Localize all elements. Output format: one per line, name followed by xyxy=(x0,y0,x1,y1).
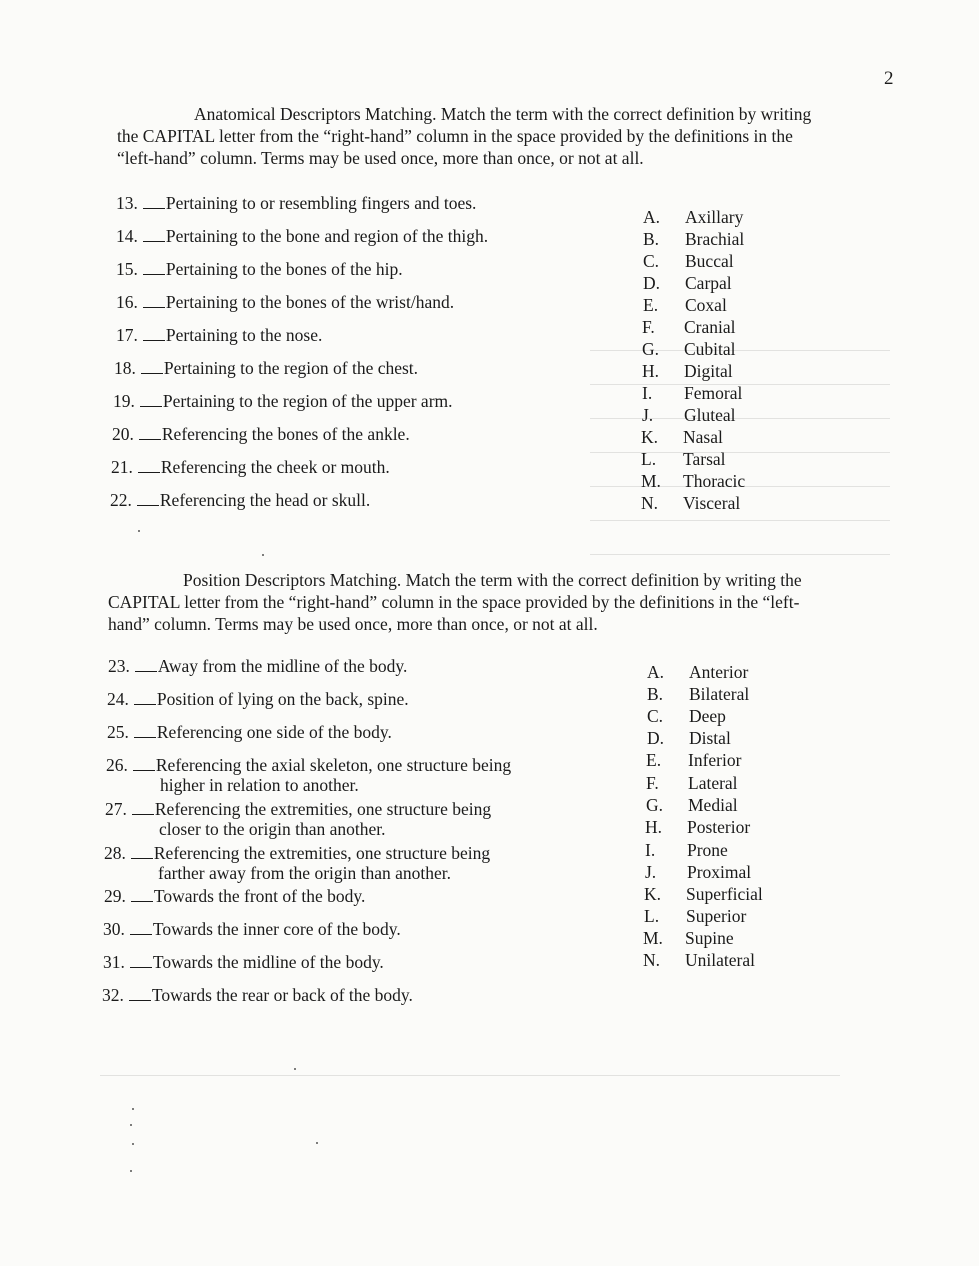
option-K xyxy=(644,884,763,904)
option-H xyxy=(642,361,733,381)
option-term: Lateral xyxy=(688,773,738,793)
answer-blank[interactable] xyxy=(130,933,152,935)
option-letter: H. xyxy=(642,361,660,381)
question-number: 27. xyxy=(105,799,127,819)
option-K xyxy=(641,427,723,447)
option-term: Buccal xyxy=(685,251,734,271)
question-text: Position of lying on the back, spine. xyxy=(156,689,409,709)
question-number: 17. xyxy=(116,325,138,345)
question-text: Referencing the axial skeleton, one structure being xyxy=(155,755,512,775)
question-text: Referencing the extremities, one structure being xyxy=(154,799,492,819)
option-letter: M. xyxy=(641,471,661,491)
option-term: Deep xyxy=(689,706,726,726)
answer-blank[interactable] xyxy=(130,966,152,968)
option-term: Supine xyxy=(685,928,734,948)
option-letter: I. xyxy=(645,840,656,860)
section2-instructions-line2: CAPITAL letter from the “right-hand” column in the space provided by the definitions in the “left- xyxy=(108,592,800,612)
answer-blank[interactable] xyxy=(131,857,153,859)
option-letter: J. xyxy=(645,862,657,882)
question-21 xyxy=(111,457,390,477)
question-text: Pertaining to the bones of the wrist/hand. xyxy=(165,292,455,312)
option-L xyxy=(644,906,746,926)
option-I xyxy=(642,383,742,403)
question-number: 31. xyxy=(103,952,125,972)
question-16 xyxy=(116,292,454,312)
option-C xyxy=(647,706,726,726)
option-term: Visceral xyxy=(683,493,741,513)
option-letter: J. xyxy=(642,405,654,425)
question-number: 30. xyxy=(103,919,125,939)
question-text: Pertaining to the region of the upper arm. xyxy=(162,391,453,411)
answer-blank[interactable] xyxy=(134,736,156,738)
question-number: 14. xyxy=(116,226,138,246)
question-text: Referencing the bones of the ankle. xyxy=(161,424,410,444)
option-term: Cranial xyxy=(684,317,736,337)
question-text-continued: closer to the origin than another. xyxy=(159,819,386,839)
question-22 xyxy=(110,490,370,510)
option-term: Carpal xyxy=(685,273,732,293)
option-letter: F. xyxy=(642,317,655,337)
question-14 xyxy=(116,226,488,246)
option-term: Unilateral xyxy=(685,950,755,970)
option-letter: I. xyxy=(642,383,653,403)
option-N xyxy=(641,493,740,513)
option-term: Femoral xyxy=(684,383,743,403)
option-letter: N. xyxy=(643,950,661,970)
option-term: Coxal xyxy=(685,295,727,315)
question-number: 26. xyxy=(106,755,128,775)
option-letter: E. xyxy=(646,750,662,770)
option-E xyxy=(646,750,741,770)
option-letter: A. xyxy=(647,662,665,682)
question-text: Pertaining to the nose. xyxy=(165,325,323,345)
option-B xyxy=(643,229,744,249)
answer-blank[interactable] xyxy=(135,670,157,672)
question-text: Pertaining to the bones of the hip. xyxy=(165,259,403,279)
option-term: Anterior xyxy=(689,662,749,682)
option-D xyxy=(647,728,731,748)
question-31 xyxy=(103,952,384,972)
option-letter: K. xyxy=(641,427,659,447)
question-text: Towards the midline of the body. xyxy=(152,952,384,972)
answer-blank[interactable] xyxy=(143,207,165,209)
option-F xyxy=(646,773,738,793)
option-J xyxy=(645,862,751,882)
answer-blank[interactable] xyxy=(143,240,165,242)
option-A xyxy=(647,662,748,682)
question-text: Towards the front of the body. xyxy=(153,886,366,906)
option-letter: G. xyxy=(646,795,664,815)
answer-blank[interactable] xyxy=(131,900,153,902)
question-text: Referencing the extremities, one structure being xyxy=(153,843,491,863)
question-29 xyxy=(104,886,365,906)
answer-blank[interactable] xyxy=(141,372,163,374)
question-text: Away from the midline of the body. xyxy=(157,656,408,676)
option-term: Brachial xyxy=(685,229,745,249)
question-number: 20. xyxy=(112,424,134,444)
option-term: Thoracic xyxy=(683,471,746,491)
option-term: Superior xyxy=(686,906,747,926)
answer-blank[interactable] xyxy=(138,471,160,473)
question-number: 23. xyxy=(108,656,130,676)
option-G xyxy=(646,795,738,815)
option-letter: K. xyxy=(644,884,662,904)
question-number: 21. xyxy=(111,457,133,477)
answer-blank[interactable] xyxy=(143,273,165,275)
page-number: 2 xyxy=(884,68,894,89)
question-number: 19. xyxy=(113,391,135,411)
option-letter: L. xyxy=(641,449,657,469)
answer-blank[interactable] xyxy=(133,769,155,771)
question-30 xyxy=(103,919,401,939)
question-number: 16. xyxy=(116,292,138,312)
option-term: Digital xyxy=(684,361,733,381)
option-term: Proximal xyxy=(687,862,752,882)
question-text-continued: farther away from the origin than another. xyxy=(158,863,452,883)
question-text: Pertaining to the bone and region of the thigh. xyxy=(165,226,489,246)
question-18 xyxy=(114,358,418,378)
option-F xyxy=(642,317,736,337)
option-M xyxy=(643,928,734,948)
question-13 xyxy=(116,193,476,213)
option-G xyxy=(642,339,736,359)
option-letter: B. xyxy=(643,229,660,249)
section2-instructions-line3: hand” column. Terms may be used once, more than once, or not at all. xyxy=(108,614,598,634)
option-term: Superficial xyxy=(686,884,763,904)
option-letter: E. xyxy=(643,295,659,315)
option-term: Inferior xyxy=(688,750,742,770)
question-19 xyxy=(113,391,453,411)
question-23 xyxy=(108,656,407,676)
question-text: Referencing one side of the body. xyxy=(156,722,392,742)
option-E xyxy=(643,295,727,315)
section1-instructions-line2: the CAPITAL letter from the “right-hand” column in the space provided by the definitions in the xyxy=(117,126,793,146)
option-term: Distal xyxy=(689,728,731,748)
option-letter: F. xyxy=(646,773,659,793)
option-letter: C. xyxy=(643,251,660,271)
answer-blank[interactable] xyxy=(140,405,162,407)
option-N xyxy=(643,950,755,970)
option-term: Posterior xyxy=(687,817,751,837)
question-text: Towards the rear or back of the body. xyxy=(151,985,413,1005)
option-B xyxy=(647,684,749,704)
question-20 xyxy=(112,424,410,444)
question-17 xyxy=(116,325,322,345)
answer-blank[interactable] xyxy=(143,306,165,308)
question-text: Referencing the cheek or mouth. xyxy=(160,457,390,477)
option-letter: H. xyxy=(645,817,663,837)
answer-blank[interactable] xyxy=(143,339,165,341)
option-letter: B. xyxy=(647,684,664,704)
answer-blank[interactable] xyxy=(137,504,159,506)
question-text: Pertaining to or resembling fingers and toes. xyxy=(165,193,477,213)
question-15 xyxy=(116,259,403,279)
question-number: 28. xyxy=(104,843,126,863)
question-26 xyxy=(106,755,511,795)
answer-blank[interactable] xyxy=(132,813,154,815)
option-J xyxy=(642,405,736,425)
question-number: 18. xyxy=(114,358,136,378)
question-text: Referencing the head or skull. xyxy=(159,490,371,510)
question-number: 32. xyxy=(102,985,124,1005)
option-term: Prone xyxy=(687,840,728,860)
question-number: 25. xyxy=(107,722,129,742)
option-term: Nasal xyxy=(683,427,723,447)
section1-instructions-line3: “left-hand” column. Terms may be used once, more than once, or not at all. xyxy=(117,148,644,168)
option-term: Tarsal xyxy=(683,449,726,469)
answer-blank[interactable] xyxy=(134,703,156,705)
option-letter: G. xyxy=(642,339,660,359)
option-letter: A. xyxy=(643,207,661,227)
option-M xyxy=(641,471,745,491)
option-term: Bilateral xyxy=(689,684,750,704)
question-27 xyxy=(105,799,491,839)
answer-blank[interactable] xyxy=(129,999,151,1001)
option-D xyxy=(643,273,732,293)
question-28 xyxy=(104,843,490,883)
option-term: Cubital xyxy=(684,339,736,359)
question-number: 22. xyxy=(110,490,132,510)
option-term: Medial xyxy=(688,795,738,815)
option-C xyxy=(643,251,734,271)
option-term: Axillary xyxy=(685,207,744,227)
question-number: 13. xyxy=(116,193,138,213)
question-text: Pertaining to the region of the chest. xyxy=(163,358,419,378)
question-25 xyxy=(107,722,392,742)
option-letter: D. xyxy=(647,728,665,748)
option-I xyxy=(645,840,728,860)
question-text: Towards the inner core of the body. xyxy=(152,919,401,939)
option-letter: D. xyxy=(643,273,661,293)
option-letter: M. xyxy=(643,928,663,948)
option-H xyxy=(645,817,750,837)
option-A xyxy=(643,207,743,227)
option-letter: C. xyxy=(647,706,664,726)
question-32 xyxy=(102,985,413,1005)
question-number: 24. xyxy=(107,689,129,709)
option-term: Gluteal xyxy=(684,405,736,425)
question-number: 15. xyxy=(116,259,138,279)
answer-blank[interactable] xyxy=(139,438,161,440)
section2-instructions-line1: Position Descriptors Matching. Match the term with the correct definition by writing the xyxy=(183,570,802,590)
question-text-continued: higher in relation to another. xyxy=(160,775,359,795)
option-L xyxy=(641,449,726,469)
question-number: 29. xyxy=(104,886,126,906)
section1-instructions-line1: Anatomical Descriptors Matching. Match the term with the correct definition by writing xyxy=(194,104,812,124)
question-24 xyxy=(107,689,409,709)
option-letter: L. xyxy=(644,906,660,926)
option-letter: N. xyxy=(641,493,659,513)
